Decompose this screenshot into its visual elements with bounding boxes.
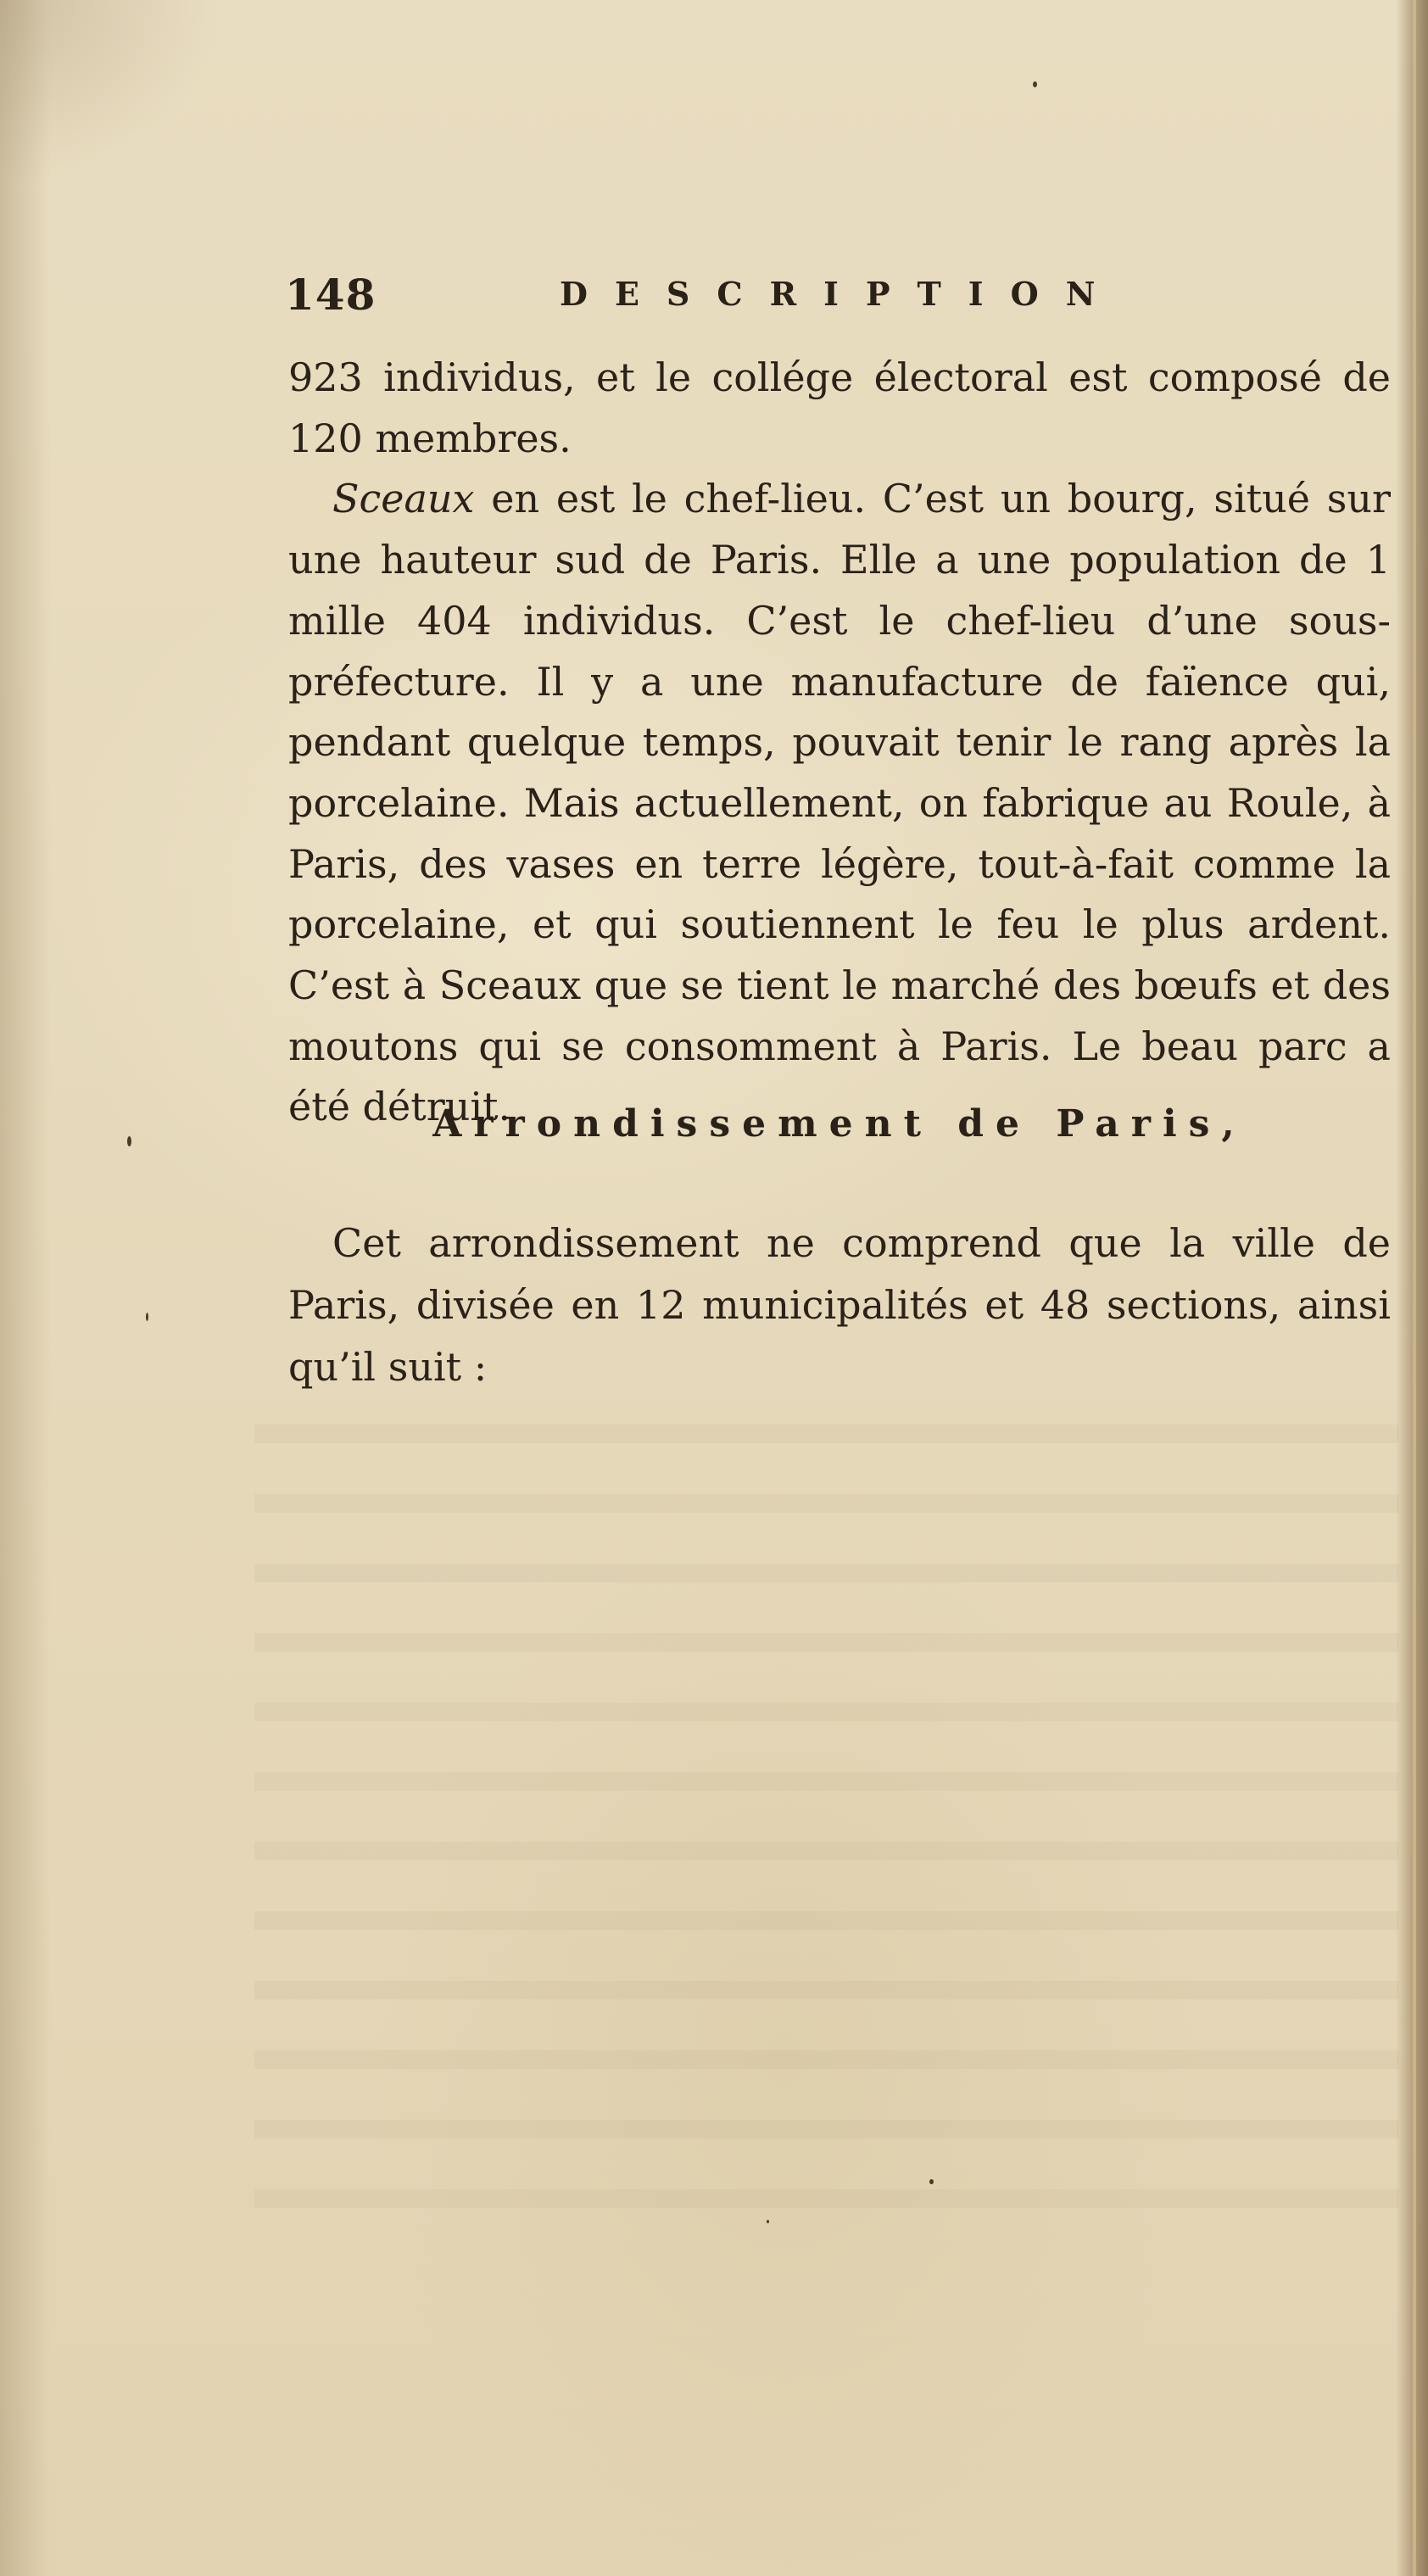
page-header (285, 270, 1401, 321)
running-head: DESCRIPTION (560, 275, 1123, 313)
section-text (288, 1213, 1391, 1398)
paragraph-sceaux-text: en est le chef-lieu. C’est un bourg, situé sur une hauteur sud de Paris. Elle a une population de 1 mille 404 individus. C’est le chef-lieu d’une sous-préfecture. Il y a une manufacture de faïence qui, pendant quelque temps, pouvait tenir le rang après la porcelaine. Mais actuellement, on fabrique au Roule, à Paris, des vases en terre légère, tout-à-fait comme la porcelaine, et qui soutiennent le feu le plus ardent. C’est à Sceaux que se tient le marché des bœufs et des moutons qui se consomment à Paris. Le beau parc a été détruit. (288, 476, 1391, 1130)
book-edge-highlight (1413, 0, 1416, 2576)
page-corner-shadow (0, 0, 220, 187)
paragraph-sceaux (288, 469, 1391, 1138)
paper-speck (1033, 81, 1037, 87)
section-heading: Arrondissement de Paris, (432, 1102, 1247, 1146)
page-number: 148 (285, 270, 377, 320)
paper-speck (767, 2220, 769, 2223)
ink-show-through (254, 1391, 1399, 2239)
main-text (288, 348, 1391, 1138)
book-edge (1396, 0, 1428, 2576)
place-name-sceaux: Sceaux (332, 476, 475, 522)
paper-speck (146, 1313, 148, 1321)
paragraph-continuation: 923 individus, et le collége électoral est composé de 120 membres. (288, 354, 1391, 461)
paper-speck (127, 1136, 131, 1146)
page-spine-shadow (0, 0, 51, 2576)
paper-speck (929, 2179, 934, 2184)
paragraph-arrondissement: Cet arrondissement ne comprend que la ville de Paris, divisée en 12 municipalités et 48 sections, ainsi qu’il suit : (288, 1220, 1391, 1390)
